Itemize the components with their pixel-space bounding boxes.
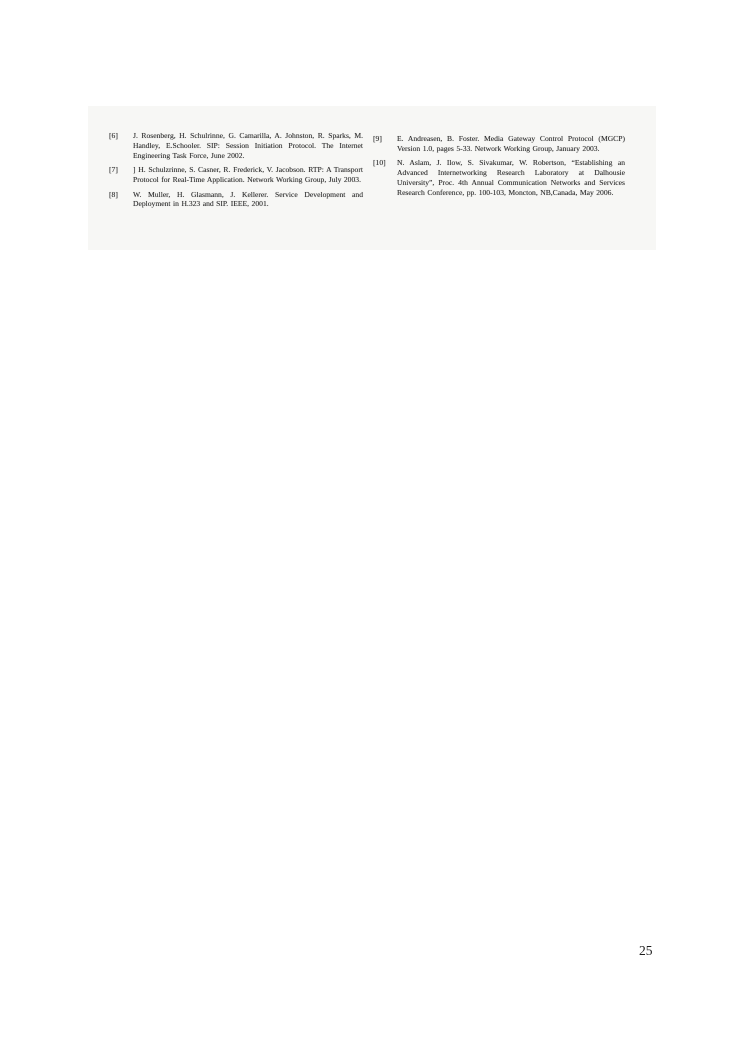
reference-item-6 <box>109 131 363 161</box>
references-left-column <box>109 131 363 214</box>
reference-text: N. Aslam, J. Ilow, S. Sivakumar, W. Robertson, “Establishing an Advanced Internetworking Research Laboratory at Dalhousie University”, Proc. 4th Annual Communication Networks and Services Research Conference, pp. 100-103, Moncton, NB,Canada, May 2006. <box>397 158 625 198</box>
page-number: 25 <box>639 943 653 958</box>
reference-number: [8] <box>109 189 118 199</box>
reference-text: E. Andreasen, B. Foster. Media Gateway Control Protocol (MGCP) Version 1.0, pages 5-33. Network Working Group, January 2003. <box>397 134 625 153</box>
reference-item-9 <box>373 134 625 154</box>
reference-number: [6] <box>109 131 118 140</box>
reference-item-7 <box>109 165 363 185</box>
reference-text: ] H. Schulzrinne, S. Casner, R. Frederick, V. Jacobson. RTP: A Transport Protocol for Real-Time Application. Network Working Group, July 2003. <box>133 165 363 185</box>
reference-number: [7] <box>109 165 118 175</box>
reference-text: J. Rosenberg, H. Schulrinne, G. Camarilla, A. Johnston, R. Sparks, M. Handley, E.Schooler. SIP: Session Initiation Protocol. The Internet Engineering Task Force, June 2002. <box>133 131 363 160</box>
references-right-column <box>373 134 625 202</box>
reference-item-8 <box>109 190 363 210</box>
reference-number: [9] <box>373 134 382 143</box>
reference-text: W. Muller, H. Glasmann, J. Kellerer. Service Development and Deployment in H.323 and SIP. IEEE, 2001. <box>133 189 363 209</box>
reference-item-10 <box>373 158 625 198</box>
reference-number: [10] <box>373 158 386 168</box>
